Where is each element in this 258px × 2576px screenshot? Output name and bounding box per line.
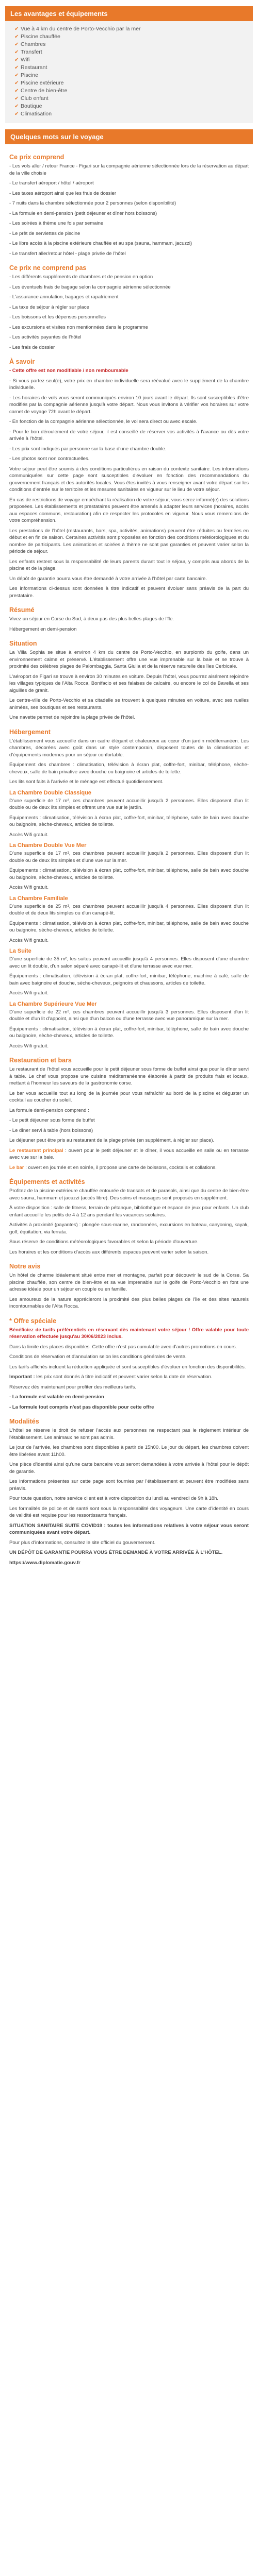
check-icon: ✔ (14, 111, 19, 117)
restaurant-text: : ouvert pour le petit déjeuner et le dîner, il vous accueille en salle ou en terrasse avec vue sur la baie. (9, 1147, 249, 1160)
check-icon: ✔ (14, 73, 19, 78)
terms-p3: Une pièce d'identité ainsi qu'une carte bancaire vous seront demandées à votre arrivée à l'hôtel pour le dépôt de garantie. (9, 1462, 249, 1475)
advantage-item (14, 103, 248, 110)
offer-p1: Dans la limite des places disponibles. Cette offre n'est pas cumulable avec d'autres promotions en cours. (9, 1344, 237, 1350)
note-p2: Les amoureux de la nature apprécieront la proximité des plus belles plages de l'île et des sites naturels incontournables de l'Alta Rocca. (9, 1296, 249, 1309)
faq-header: Quelques mots sur le voyage (5, 129, 253, 144)
offer-bold: Bénéficiez de tarifs préférentiels en réservant dès maintenant votre séjour ! Offre valable pour toute réservation effectuée jusqu'au 30/06/2023 inclus. (9, 1327, 249, 1340)
equipment-p2: À votre disposition : salle de fitness, terrain de pétanque, bibliothèque et espace de jeux pour enfants. Un club enfant accueille les petits de 4 à 12 ans pendant les vacances scolaires. (9, 1205, 249, 1218)
room-title: La Chambre Double Classique (9, 789, 91, 796)
advantage-label: Restaurant (21, 64, 47, 71)
equipment-p4: Sous réserve de conditions météorologiques favorables et selon la période d'ouverture. (9, 1239, 199, 1245)
bar-label: Le bar (9, 1164, 24, 1171)
room-extra: Accès Wifi gratuit. (9, 885, 49, 890)
terms-p7: SITUATION SANITAIRE SUITE COVID19 : toutes les informations relatives à votre séjour vous seront communiquées avant votre départ. (9, 1522, 249, 1535)
notice-item: - En fonction de la compagnie aérienne sélectionnée, le vol sera direct ou avec escale. (9, 419, 198, 425)
notice-p3: Les prestations de l'hôtel (restaurants, bars, spa, activités, animations) peuvent être réduites ou fermées en début et en fin de saison. Certaines activités sont proposées en fonction des conditions météorologiques et du nombre de participants. Les animations et soirées à thème ne sont pas garanties et peuvent varier selon la période de séjour. (9, 528, 249, 554)
included-item: - Le libre accès à la piscine extérieure chauffée et au spa (sauna, hammam, jacuzzi) (9, 241, 192, 246)
notice-p6: Les informations ci-dessus sont données à titre indicatif et peuvent évoluer sans préavis de la part du prestataire. (9, 586, 249, 599)
excluded-title: Ce prix ne comprend pas (9, 264, 87, 272)
advantage-item (14, 48, 248, 56)
advantage-label: Boutique (21, 103, 42, 109)
accommodation-p2: Équipement des chambres : climatisation, télévision à écran plat, coffre-fort, minibar, téléphone, sèche-cheveux, salle de bain privative avec douche ou baignoire et articles de toilette. (9, 762, 249, 775)
advantage-item (14, 41, 248, 48)
advantage-label: Climatisation (21, 111, 52, 117)
terms-p5: Pour toute question, notre service client est à votre disposition du lundi au vendredi de 9h à 18h. (9, 1496, 219, 1501)
excluded-item: - Les activités payantes de l'hôtel (9, 334, 82, 340)
included-item: - La formule en demi-pension (petit déjeuner et dîner hors boissons) (9, 210, 157, 216)
room-desc: D'une superficie de 22 m², ces chambres peuvent accueillir jusqu'à 3 personnes. Elles disposent d'un lit double et d'un lit d'appoint, ainsi que d'un balcon ou d'une terrasse avec vue panoramique sur la mer. (9, 1009, 249, 1022)
terms-p8: Pour plus d'informations, consultez le site officiel du gouvernement. (9, 1539, 156, 1546)
offer-p6: - La formule est valable en demi-pension (9, 1394, 104, 1400)
terms-title: Modalités (9, 1418, 39, 1425)
included-list (9, 163, 249, 257)
terms-p2: Le jour de l'arrivée, les chambres sont disponibles à partir de 15h00. Le jour du départ, les chambres doivent être libérées avant 11h00. (9, 1445, 249, 1458)
notice-p4: Les enfants restent sous la responsabilité de leurs parents durant tout le séjour, y compris aux abords de la piscine et de la plage. (9, 558, 249, 571)
advantages-list (5, 21, 253, 123)
notice-item: - Pour le bon déroulement de votre séjour, il est conseillé de réserver vos activités à l'avance ou dès votre arrivée à l'hôtel. (9, 429, 249, 442)
excluded-item: - L'assurance annulation, bagages et rapatriement (9, 294, 119, 300)
notice-title: À savoir (9, 358, 35, 365)
check-icon: ✔ (14, 26, 19, 32)
terms-p1: L'hôtel se réserve le droit de refuser l'accès aux personnes ne respectant pas le règlement intérieur de l'établissement. Les animaux ne sont pas admis. (9, 1428, 249, 1440)
notice-p1: Votre séjour peut être soumis à des conditions particulières en raison du contexte sanitaire. Les informations communiquées sur cette page sont susceptibles d'évoluer en fonction des recommandations du gouvernement français et des autorités locales. Vous êtes invités à vous renseigner avant votre départ sur les conditions d'entrée sur le territoire et les mesures sanitaires en vigueur sur le lieu de votre séjour. (9, 466, 249, 493)
advantages-header: Les avantages et équipements (5, 6, 253, 21)
location-p4: Une navette permet de rejoindre la plage privée de l'hôtel. (9, 715, 135, 720)
room-extra: Accès Wifi gratuit. (9, 832, 49, 838)
offer-p5: Réservez dès maintenant pour profiter des meilleurs tarifs. (9, 1384, 137, 1390)
advantage-item (14, 64, 248, 72)
room-equip: Équipements : climatisation, télévision à écran plat, coffre-fort, minibar, téléphone, salle de bain avec douche ou baignoire, sèche-cheveux, articles de toilette. (9, 920, 249, 933)
notice-list (9, 378, 249, 463)
location-title: Situation (9, 640, 37, 647)
offer-p3: Les tarifs affichés incluent la réduction appliquée et sont susceptibles d'évoluer en fonction des disponibilités. (9, 1364, 246, 1370)
room-equip: Équipements : climatisation, télévision à écran plat, coffre-fort, minibar, téléphone, salle de bain avec douche ou baignoire, sèche-cheveux, articles de toilette. (9, 815, 249, 827)
room-title: La Chambre Double Vue Mer (9, 842, 87, 849)
check-icon: ✔ (14, 88, 19, 94)
room-desc: D'une superficie de 25 m², ces chambres peuvent accueillir jusqu'à 4 personnes. Elles disposent d'un lit double et de deux lits simples ou d'un canapé-lit. (9, 903, 249, 916)
dining-p5: - Le dîner servi à table (hors boissons) (9, 1127, 93, 1133)
room-equip: Équipements : climatisation, télévision à écran plat, coffre-fort, minibar, téléphone, salle de bain avec douche ou baignoire, sèche-cheveux, articles de toilette. (9, 868, 249, 880)
notice-red: - Cette offre est non modifiable / non remboursable (9, 368, 128, 374)
terms-link[interactable]: https://www.diplomatie.gouv.fr (9, 1560, 80, 1566)
accommodation-p3: Les lits sont faits à l'arrivée et le ménage est effectué quotidiennement. (9, 779, 164, 785)
equipment-p1: Profitez de la piscine extérieure chauffée entourée de transats et de parasols, ainsi que du centre de bien-être avec sauna, hammam et jacuzzi (accès libre). Des soins et massages sont proposés en supplément. (9, 1188, 249, 1201)
dining-p4: - Le petit déjeuner sous forme de buffet (9, 1117, 95, 1123)
notice-p2: En cas de restrictions de voyage empêchant la réalisation de votre séjour, vous serez informé(e) des solutions proposées. Les établissements et prestataires peuvent être amenés à adapter leurs services (horaires, accès aux espaces communs, restauration) afin de respecter les protocoles en vigueur. Nous vous remercions de votre compréhension. (9, 497, 249, 523)
excluded-item: - Les différents suppléments de chambres et de pension en option (9, 274, 153, 280)
check-icon: ✔ (14, 96, 19, 101)
advantage-item (14, 56, 248, 64)
note-title: Notre avis (9, 1263, 41, 1270)
included-item: - Les taxes aéroport ainsi que les frais de dossier (9, 190, 116, 196)
equipment-title: Équipements et activités (9, 1178, 85, 1185)
room-extra: Accès Wifi gratuit. (9, 990, 49, 996)
dining-p3: La formule demi-pension comprend : (9, 1107, 89, 1113)
room-extra: Accès Wifi gratuit. (9, 937, 49, 943)
advantage-item (14, 25, 248, 33)
room-extra: Accès Wifi gratuit. (9, 1043, 49, 1049)
room-title: La Chambre Supérieure Vue Mer (9, 1001, 97, 1007)
room-equip: Équipements : climatisation, télévision à écran plat, coffre-fort, minibar, téléphone, machine à café, salle de bain avec baignoire et douche, sèche-cheveux, peignoirs et chaussons, articles de toilette. (9, 973, 249, 986)
note-p1: Un hôtel de charme idéalement situé entre mer et montagne, parfait pour découvrir le sud de la Corse. Sa piscine chauffée, son centre de bien-être et sa vue imprenable sur le golfe de Porto-Vecchio en font une adresse idéale pour un séjour en couple ou en famille. (9, 1273, 249, 1292)
equipment-p5: Les horaires et les conditions d'accès aux différents espaces peuvent varier selon la saison. (9, 1249, 209, 1255)
summary-title: Résumé (9, 606, 35, 614)
advantage-item (14, 110, 248, 118)
terms-p9: UN DÉPÔT DE GARANTIE POURRA VOUS ÊTRE DEMANDÉ À VOTRE ARRIVÉE À L'HÔTEL. (9, 1550, 223, 1555)
check-icon: ✔ (14, 80, 19, 86)
notice-p5: Un dépôt de garantie pourra vous être demandé à votre arrivée à l'hôtel par carte bancaire. (9, 575, 207, 582)
equipment-p3: Activités à proximité (payantes) : plongée sous-marine, randonnées, excursions en bateau, canyoning, kayak, golf, équitation, via ferrata. (9, 1222, 249, 1235)
advantage-label: Piscine chauffée (21, 33, 60, 40)
notice-item: - Si vous partez seul(e), votre prix en chambre individuelle sera réévalué avec le supplément de la chambre individuelle. (9, 378, 249, 391)
offer-p2: Conditions de réservation et d'annulation selon les conditions générales de vente. (9, 1354, 187, 1360)
offer-p4-line (9, 1374, 249, 1381)
notice-item: - Les prix sont indiqués par personne sur la base d'une chambre double. (9, 446, 167, 452)
terms-p6: Les formalités de police et de santé sont sous la responsabilité des voyageurs. Une carte d'identité en cours de validité est requise pour les ressortissants français. (9, 1505, 249, 1518)
faq-body (5, 144, 253, 1571)
advantage-item (14, 95, 248, 103)
offer-p4-label: Important : (9, 1374, 35, 1380)
check-icon: ✔ (14, 104, 19, 109)
advantage-label: Centre de bien-être (21, 88, 68, 94)
dining-p1: Le restaurant de l'hôtel vous accueille pour le petit déjeuner sous forme de buffet ainsi que pour le dîner servi à table. Le chef vous propose une cuisine méditerranéenne élaborée à partir de produits frais et locaux, mettant à l'honneur les saveurs de la gastronomie corse. (9, 1066, 249, 1086)
excluded-list (9, 274, 249, 351)
included-item: - Les vols aller / retour France - Figari sur la compagnie aérienne sélectionnée lors de la réservation au départ de la ville choisie (9, 163, 249, 176)
advantage-label: Piscine (21, 72, 38, 78)
room-desc: D'une superficie de 17 m², ces chambres peuvent accueillir jusqu'à 2 personnes. Elles disposent d'un lit double ou de deux lits simples et offrent une vue sur le jardin. (9, 798, 249, 810)
excluded-item: - Les éventuels frais de bagage selon la compagnie aérienne sélectionnée (9, 284, 171, 290)
advantage-label: Vue à 4 km du centre de Porto-Vecchio par la mer (21, 26, 141, 32)
advantage-item (14, 87, 248, 95)
check-icon: ✔ (14, 34, 19, 40)
advantage-label: Chambres (21, 41, 46, 47)
summary-p1: Vivez un séjour en Corse du Sud, à deux pas des plus belles plages de l'île. (9, 616, 174, 622)
check-icon: ✔ (14, 57, 19, 63)
room-desc: D'une superficie de 17 m², ces chambres peuvent accueillir jusqu'à 2 personnes. Elles disposent d'un lit double ou de deux lits simples et d'une vue sur la mer. (9, 851, 249, 863)
restaurant-line (9, 1147, 249, 1161)
excluded-item: - Les excursions et visites non mentionnées dans le programme (9, 324, 148, 330)
offer-p7: - La formule tout compris n'est pas disponible pour cette offre (9, 1404, 154, 1410)
dining-title: Restauration et bars (9, 1057, 72, 1064)
room-title: La Suite (9, 948, 31, 954)
location-p3: Le centre-ville de Porto-Vecchio et sa citadelle se trouvent à quelques minutes en voiture, avec ses ruelles animées, ses boutiques et ses restaurants. (9, 698, 249, 710)
check-icon: ✔ (14, 65, 19, 71)
offer-p4: les prix sont donnés à titre indicatif et peuvent varier selon la date de réservation. (36, 1374, 213, 1380)
room-title: La Chambre Familiale (9, 895, 68, 902)
bar-text: : ouvert en journée et en soirée, il propose une carte de boissons, cocktails et collations. (25, 1164, 217, 1171)
bar-line (9, 1164, 249, 1172)
advantage-item (14, 72, 248, 79)
accommodation-p1: L'établissement vous accueille dans un cadre élégant et chaleureux au cœur d'un jardin méditerranéen. Les chambres, décorées avec goût dans un style contemporain, disposent toutes de la climatisation et d'équipements modernes pour un séjour confortable. (9, 738, 249, 758)
rooms-list (9, 790, 249, 1050)
check-icon: ✔ (14, 42, 19, 47)
included-item: - 7 nuits dans la chambre sélectionnée pour 2 personnes (selon disponibilité) (9, 200, 176, 206)
included-title: Ce prix comprend (9, 154, 64, 161)
advantage-item (14, 79, 248, 87)
location-p2: L'aéroport de Figari se trouve à environ 30 minutes en voiture. Depuis l'hôtel, vous pourrez aisément rejoindre les villages typiques de l'Alta Rocca, Bonifacio et ses falaises de calcaire, ou encore le col de Bavella et ses aiguilles de granit. (9, 673, 249, 693)
offer-title: * Offre spéciale (9, 1317, 57, 1325)
dining-p6: Le déjeuner peut être pris au restaurant de la plage privée (en supplément, à régler sur place). (9, 1138, 215, 1143)
room-desc: D'une superficie de 35 m², les suites peuvent accueillir jusqu'à 4 personnes. Elles disposent d'une chambre avec un lit double, d'un salon séparé avec canapé-lit et d'une terrasse avec vue mer. (9, 956, 249, 969)
location-p1: La Villa Sophia se situe à environ 4 km du centre de Porto-Vecchio, en surplomb du golfe, dans un environnement calme et préservé. L'établissement offre une vue imprenable sur la baie et se trouve à proximité des célèbres plages de Palombaggia, Santa Giulia et de la réserve naturelle des îles Cerbicale. (9, 650, 249, 669)
included-item: - Les soirées à thème une fois par semaine (9, 221, 104, 226)
excluded-item: - Les frais de dossier (9, 344, 55, 350)
excluded-item: - Les boissons et les dépenses personnelles (9, 314, 106, 320)
check-icon: ✔ (14, 49, 19, 55)
notice-item: - Les horaires de vols vous seront communiqués environ 10 jours avant le départ. Ils sont susceptibles d'être modifiés par la compagnie aérienne jusqu'à votre départ. Nous vous invitons à vérifier vos horaires sur votre carnet de voyage 72h avant le départ. (9, 395, 249, 415)
advantage-label: Piscine extérieure (21, 80, 64, 86)
excluded-item: - La taxe de séjour à régler sur place (9, 304, 89, 310)
terms-p4: Les informations présentes sur cette page sont fournies par l'établissement et peuvent être modifiées sans préavis. (9, 1479, 249, 1492)
accommodation-title: Hébergement (9, 728, 51, 736)
room-equip: Équipements : climatisation, télévision à écran plat, coffre-fort, minibar, téléphone, salle de bain avec douche ou baignoire, sèche-cheveux, articles de toilette. (9, 1026, 249, 1039)
included-item: - Le transfert aéroport / hôtel / aéroport (9, 180, 94, 186)
included-item: - Le transfert aller/retour hôtel - plage privée de l'hôtel (9, 250, 126, 257)
advantage-item (14, 33, 248, 41)
restaurant-label: Le restaurant principal (9, 1147, 63, 1154)
advantage-label: Transfert (21, 49, 42, 55)
advantage-label: Club enfant (21, 95, 49, 101)
advantage-label: Wifi (21, 57, 30, 63)
notice-item: - Les photos sont non contractuelles. (9, 456, 90, 462)
summary-p2: Hébergement en demi-pension (9, 626, 77, 632)
included-item: - Le prêt de serviettes de piscine (9, 230, 80, 236)
dining-p2: Le bar vous accueille tout au long de la journée pour vous rafraîchir au bord de la piscine et déguster un cocktail au coucher du soleil. (9, 1090, 249, 1103)
